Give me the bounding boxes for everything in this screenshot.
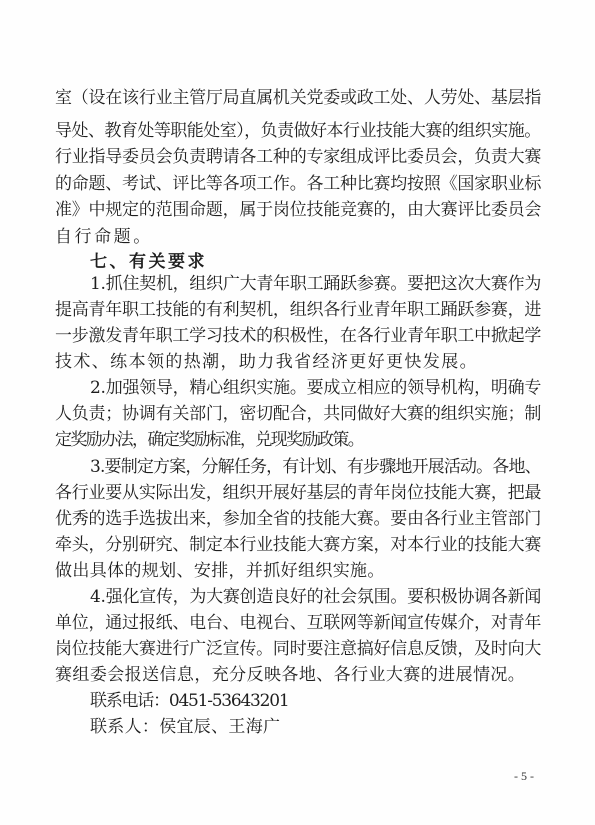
text-line: 各行业要从实际出发，组织开展好基层的青年岗位技能大赛，把最 [55, 483, 542, 503]
text-line: 准》中规定的范围命题，属于岗位技能竞赛的，由大赛评比委员会 [55, 200, 542, 220]
text-line: 赛组委会报送信息，充分反映各地、各行业大赛的进展情况。 [55, 665, 526, 685]
text-line: 导处、教育处等职能处室），负责做好本行业技能大赛的组织实施。 [55, 121, 541, 141]
text-line: 优秀的选手选拔出来，参加全省的技能大赛。要由各行业主管部门 [55, 509, 542, 529]
text-line: 岗位技能大赛进行广泛宣传。同时要注意搞好信息反馈，及时向大 [55, 639, 542, 659]
page-number: - 5 - [514, 769, 534, 783]
text-line: 行业指导委员会负责聘请各工种的专家组成评比委员会，负责大赛 [55, 147, 542, 167]
text-line: 提高青年职工技能的有利契机，组织各行业青年职工踊跃参赛，进 [55, 300, 542, 320]
text-line: 做出具体的规划、安排，并抓好组织实施。 [55, 561, 385, 581]
text-line: 联系人：侯宜辰、王海广 [90, 717, 281, 737]
text-line: 人负责；协调有关部门，密切配合，共同做好大赛的组织实施；制 [55, 404, 542, 424]
text-line: 2.加强领导，精心组织实施。要成立相应的领导机构，明确专 [90, 378, 542, 398]
text-line: 定奖励办法，确定奖励标准，兑现奖励政策。 [55, 430, 364, 450]
text-line: 室（设在该行业主管厅局直属机关党委或政工处、人劳处、基层指 [55, 88, 542, 108]
text-line: 4.强化宣传，为大赛创造良好的社会氛围。要积极协调各新闻 [90, 587, 542, 607]
text-line: 一步激发青年职工学习技术的积极性，在各行业青年职工中掀起学 [55, 326, 542, 346]
text-line: 单位，通过报纸、电台、电视台、互联网等新闻宣传媒介，对青年 [55, 613, 542, 633]
text-line: 技术、练本领的热潮，助力我省经济更好更快发展。 [55, 352, 478, 372]
text-line: 3.要制定方案，分解任务，有计划、有步骤地开展活动。各地、 [90, 457, 541, 477]
text-line: 联系电话：0451-53643201 [90, 691, 289, 711]
text-line: 自行命题。 [55, 227, 153, 247]
text-line: 牵头，分别研究、制定本行业技能大赛方案，对本行业的技能大赛 [55, 535, 542, 555]
text-line: 的命题、考试、评比等各项工作。各工种比赛均按照《国家职业标 [55, 174, 542, 194]
text-line: 1.抓住契机，组织广大青年职工踊跃参赛。要把这次大赛作为 [90, 274, 542, 294]
section-heading: 七、有关要求 [90, 252, 207, 272]
